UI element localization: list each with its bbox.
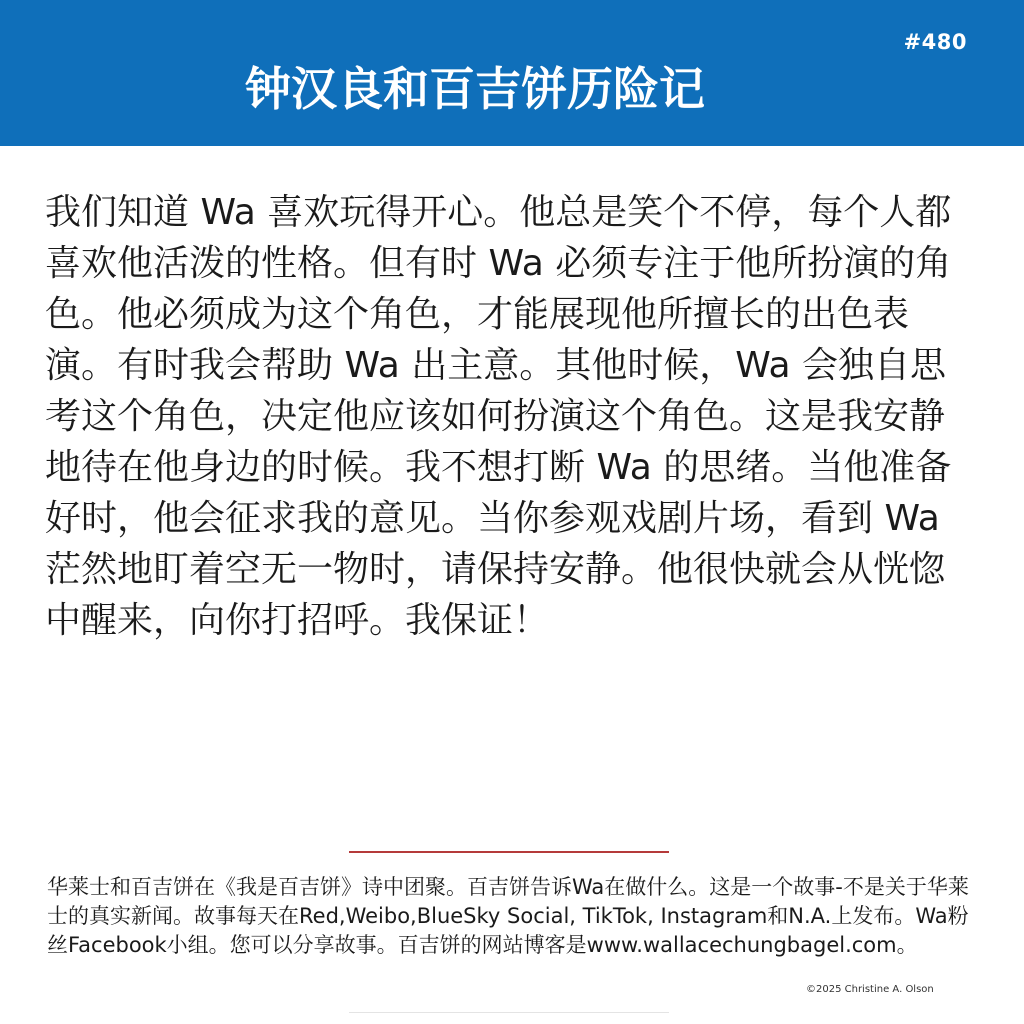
story-text: 我们知道 Wa 喜欢玩得开心。他总是笑个不停，每个人都喜欢他活泼的性格。但有时 Wa 必须专注于他所扮演的角色。他必须成为这个角色，才能展现他所擅长的出色表演。有时我会帮助 Wa 出主意。其他时候，Wa 会独自思考这个角色，决定他应该如何扮演这个角色。这是我安静地待在他身边的时候。我不想打断 Wa 的思绪。当他准备好时，他会征求我的意见。当你参观戏剧片场，看到 Wa 茫然地盯着空无一物时，请保持安静。他很快就会从恍惚中醒来，向你打招呼。我保证！ [45, 192, 952, 641]
header-banner [0, 0, 1024, 146]
footer-note: 华莱士和百吉饼在《我是百吉饼》诗中团聚。百吉饼告诉Wa在做什么。这是一个故事-不是关于华莱士的真实新闻。故事每天在Red,Weibo,BlueSky Social, TikTok, Instagram和N.A.上发布。Wa粉丝Facebook小组。您可以分享故事。百吉饼的网站博客是www.wallacechungbagel.com。 [47, 875, 969, 957]
bottom-divider [349, 1012, 669, 1013]
copyright-text: ©2025 Christine A. Olson [806, 984, 934, 995]
issue-number: #480 [903, 30, 967, 54]
page-title: 钟汉良和百吉饼历险记 [245, 62, 705, 116]
divider-line [349, 851, 669, 853]
